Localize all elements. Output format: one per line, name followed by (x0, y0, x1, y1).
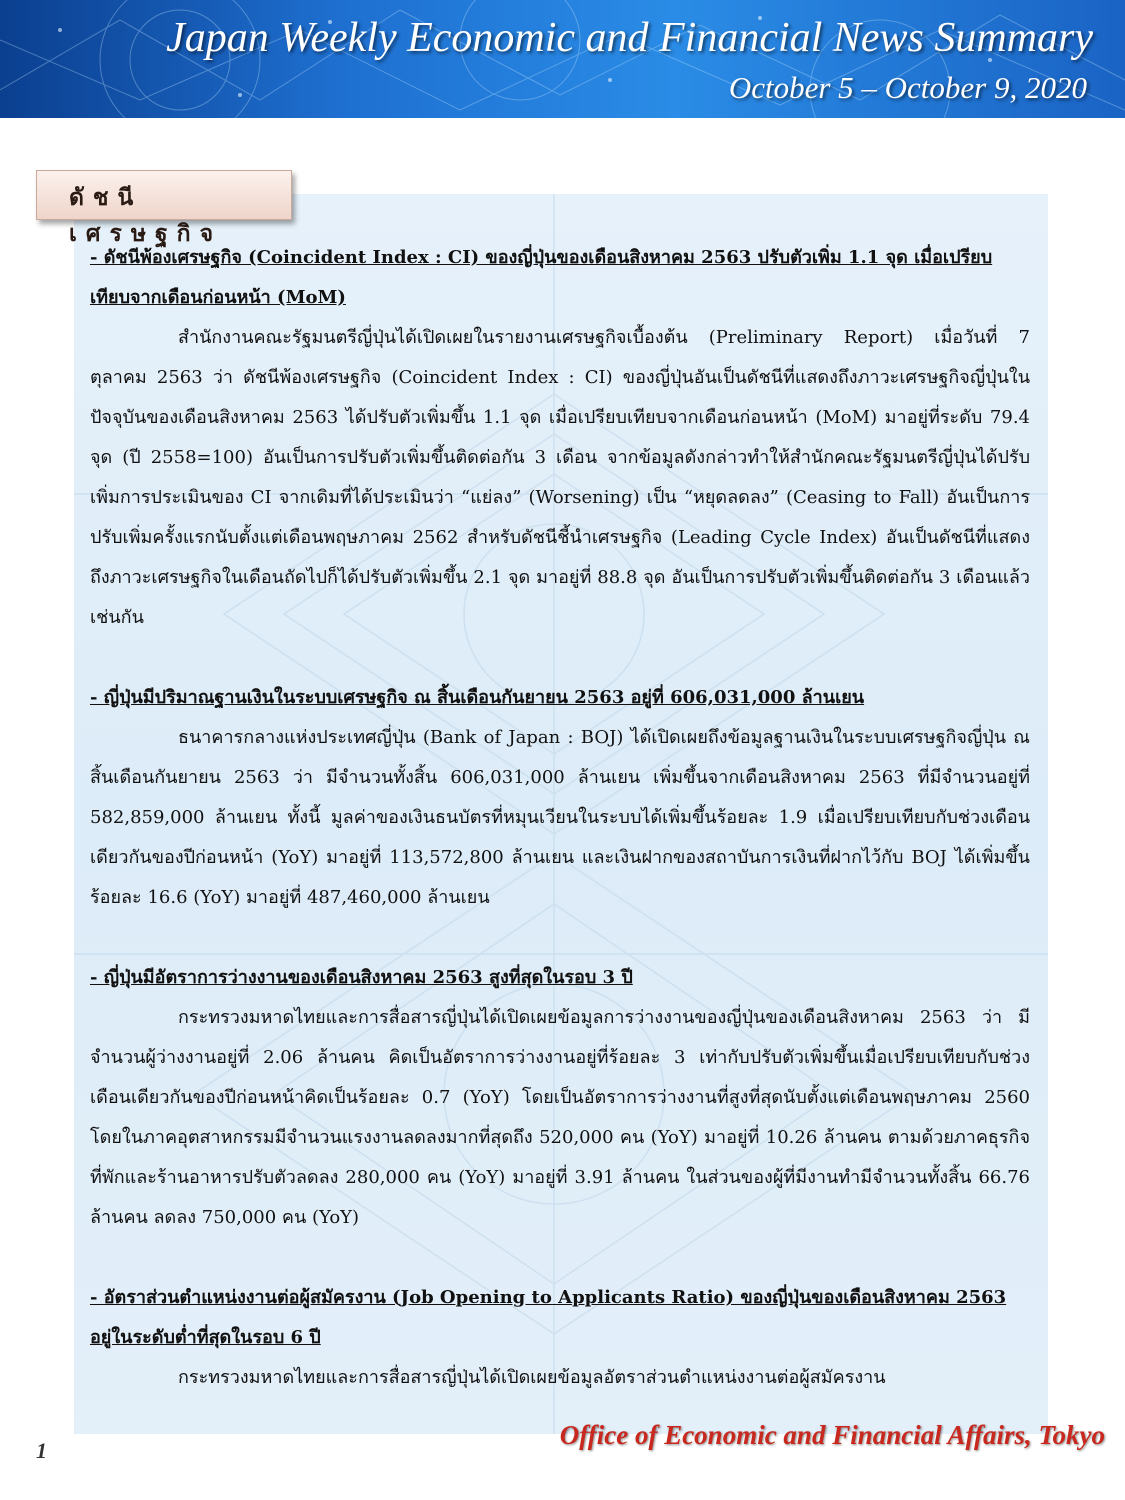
article (90, 678, 1030, 918)
article (90, 1278, 1030, 1398)
article-list (90, 238, 1030, 1398)
section-title: ดัชนีเศรษฐกิจ (69, 185, 223, 247)
article-body: กระทรวงมหาดไทยและการสื่อสารญี่ปุ่นได้เปิดเผยข้อมูลอัตราส่วนตำแหน่งงานต่อผู้สมัครงาน (178, 1367, 886, 1388)
article-heading: - ญี่ปุ่นมีอัตราการว่างงานของเดือนสิงหาคม 2563 สูงที่สุดในรอบ 3 ปี (90, 967, 633, 988)
article (90, 238, 1030, 638)
page-number: 1 (36, 1438, 47, 1463)
article-heading: - ดัชนีพ้องเศรษฐกิจ (Coincident Index : CI) ของญี่ปุ่นของเดือนสิงหาคม 2563 ปรับตัวเพิ่ม 1.1 จุด เมื่อเปรียบเทียบจากเดือนก่อนหน้า (MoM) (90, 247, 993, 308)
article-heading: - อัตราส่วนตำแหน่งงานต่อผู้สมัครงาน (Job Opening to Applicants Ratio) ของญี่ปุ่นของเดือนสิงหาคม 2563 อยู่ในระดับต่ำที่สุดในรอบ 6 ปี (90, 1287, 1007, 1348)
article-heading: - ญี่ปุ่นมีปริมาณฐานเงินในระบบเศรษฐกิจ ณ สิ้นเดือนกันยายน 2563 อยู่ที่ 606,031,000 ล้านเยน (90, 687, 865, 708)
footer-office: Office of Economic and Financial Affairs, Tokyo (559, 1420, 1105, 1450)
article-body: กระทรวงมหาดไทยและการสื่อสารญี่ปุ่นได้เปิดเผยข้อมูลการว่างงานของญี่ปุ่นของเดือนสิงหาคม 2563 ว่า มีจำนวนผู้ว่างงานอยู่ที่ 2.06 ล้านคน คิดเป็นอัตราการว่างงานอยู่ที่ร้อยละ 3 เท่ากับปรับตัวเพิ่มขึ้นเมื่อเปรียบเทียบกับช่วงเดือนเดียวกันของปีก่อนหน้าคิดเป็นร้อยละ 0.7 (YoY) โดยเป็นอัตราการว่างงานที่สูงที่สุดนับตั้งแต่เดือนพฤษภาคม 2560 โดยในภาคอุตสาหกรรมมีจำนวนแรงงานลดลงมากที่สุดถึง 520,000 คน (YoY) มาอยู่ที่ 10.26 ล้านคน ตามด้วยภาคธุรกิจที่พักและร้านอาหารปรับตัวลดลง 280,000 คน (YoY) มาอยู่ที่ 3.91 ล้านคน ในส่วนของผู้ที่มีงานทำมีจำนวนทั้งสิ้น 66.76 ล้านคน ลดลง 750,000 คน (YoY) (90, 1007, 1030, 1228)
article (90, 958, 1030, 1238)
article-body: ธนาคารกลางแห่งประเทศญี่ปุ่น (Bank of Japan : BOJ) ได้เปิดเผยถึงข้อมูลฐานเงินในระบบเศรษฐกิจญี่ปุ่น ณ สิ้นเดือนกันยายน 2563 ว่า มีจำนวนทั้งสิ้น 606,031,000 ล้านเยน เพิ่มขึ้นจากเดือนสิงหาคม 2563 ที่มีจำนวนอยู่ที่ 582,859,000 ล้านเยน ทั้งนี้ มูลค่าของเงินธนบัตรที่หมุนเวียนในระบบได้เพิ่มขึ้นร้อยละ 1.9 เมื่อเปรียบเทียบกับช่วงเดือนเดียวกันของปีก่อนหน้า (YoY) มาอยู่ที่ 113,572,800 ล้านเยน และเงินฝากของสถาบันการเงินที่ฝากไว้กับ BOJ ได้เพิ่มขึ้นร้อยละ 16.6 (YoY) มาอยู่ที่ 487,460,000 ล้านเยน (90, 727, 1030, 908)
date-range: October 5 – October 9, 2020 (728, 70, 1087, 105)
section-tab (36, 170, 292, 247)
page-title: Japan Weekly Economic and Financial News Summary (166, 15, 1093, 61)
header-banner (0, 0, 1125, 118)
article-body: สำนักงานคณะรัฐมนตรีญี่ปุ่นได้เปิดเผยในรายงานเศรษฐกิจเบื้องต้น (Preliminary Report) เมื่อวันที่ 7 ตุลาคม 2563 ว่า ดัชนีพ้องเศรษฐกิจ (Coincident Index : CI) ของญี่ปุ่นอันเป็นดัชนีที่แสดงถึงภาวะเศรษฐกิจญี่ปุ่นในปัจจุบันของเดือนสิงหาคม 2563 ได้ปรับตัวเพิ่มขึ้น 1.1 จุด เมื่อเปรียบเทียบจากเดือนก่อนหน้า (MoM) มาอยู่ที่ระดับ 79.4 จุด (ปี 2558=100) อันเป็นการปรับตัวเพิ่มขึ้นติดต่อกัน 3 เดือน จากข้อมูลดังกล่าวทำให้สำนักคณะรัฐมนตรีญี่ปุ่นได้ปรับเพิ่มการประเมินของ CI จากเดิมที่ได้ประเมินว่า “แย่ลง” (Worsening) เป็น “หยุดลดลง” (Ceasing to Fall) อันเป็นการปรับเพิ่มครั้งแรกนับตั้งแต่เดือนพฤษภาคม 2562 สำหรับดัชนีชี้นำเศรษฐกิจ (Leading Cycle Index) อันเป็นดัชนีที่แสดงถึงภาวะเศรษฐกิจในเดือนถัดไปก็ได้ปรับตัวเพิ่มขึ้น 2.1 จุด มาอยู่ที่ 88.8 จุด อันเป็นการปรับตัวเพิ่มขึ้นติดต่อกัน 3 เดือนแล้วเช่นกัน (90, 327, 1030, 628)
